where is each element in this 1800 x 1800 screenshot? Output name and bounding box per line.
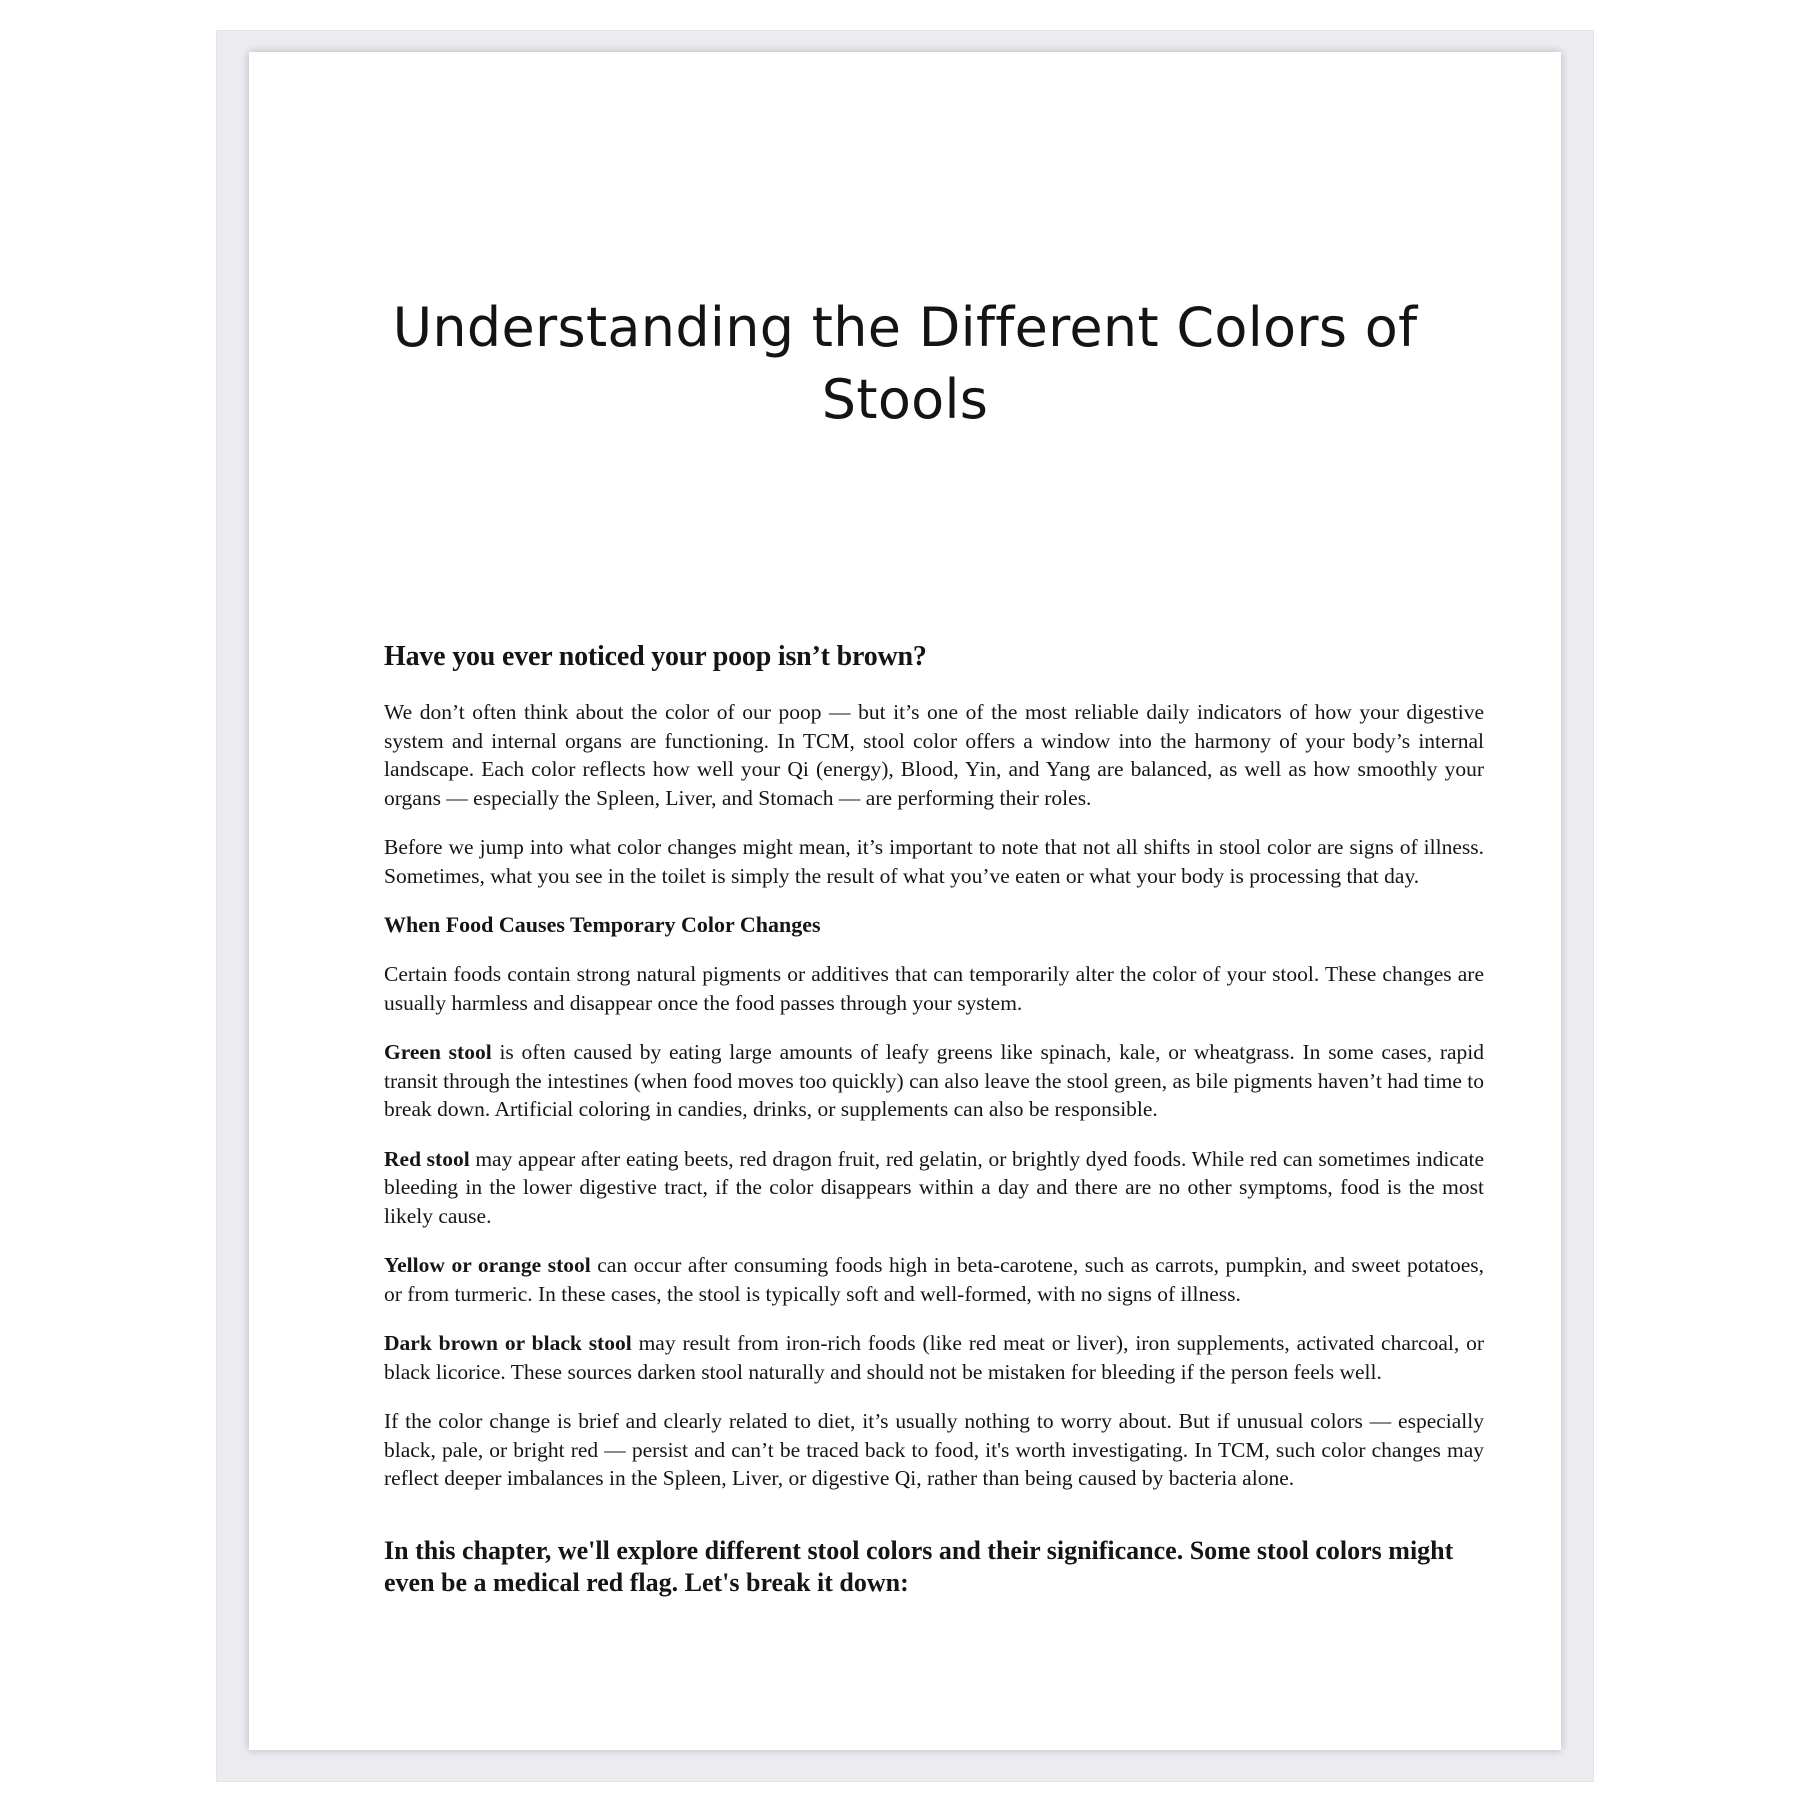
dark-black-stool-text: may result from iron-rich foods (like red meat or liver), iron supplements, activated charcoal, or black licorice. These sources darken stool naturally and should not be mistaken for bleeding if the person feels well.	[384, 1331, 1484, 1384]
red-stool-term: Red stool	[384, 1146, 470, 1171]
document-page	[249, 52, 1561, 1750]
red-stool-text: may appear after eating beets, red dragon fruit, red gelatin, or brightly dyed foods. While red can sometimes indicate bleeding in the lower digestive tract, if the color disappears within a day and there are no other symptoms, food is the most likely cause.	[384, 1146, 1484, 1228]
food-section-heading: When Food Causes Temporary Color Changes	[384, 912, 821, 937]
intro-paragraph: Before we jump into what color changes might mean, it’s important to note that not all shifts in stool color are signs of illness. Sometimes, what you see in the toilet is simply the result of what you’ve eaten or what your body is processing that day.	[384, 835, 1484, 888]
yellow-orange-stool-text: can occur after consuming foods high in beta-carotene, such as carrots, pumpkin, and sweet potatoes, or from turmeric. In these cases, the stool is typically soft and well-formed, with no signs of illness.	[384, 1253, 1484, 1306]
page-title: Understanding the Different Colors of Stools	[392, 296, 1418, 431]
chapter-closing-statement: In this chapter, we'll explore different stool colors and their significance. Some stool colors might even be a medical red flag. Let's break it down:	[384, 1535, 1454, 1597]
yellow-orange-stool-term: Yellow or orange stool	[384, 1253, 591, 1277]
page-body	[384, 640, 1484, 1620]
dark-black-stool-term: Dark brown or black stool	[384, 1331, 632, 1355]
food-section-intro: Certain foods contain strong natural pigments or additives that can temporarily alter the color of your stool. These changes are usually harmless and disappear once the food passes through your system.	[384, 962, 1484, 1015]
green-stool-term: Green stool	[384, 1040, 492, 1064]
green-stool-text: is often caused by eating large amounts of leafy greens like spinach, kale, or wheatgrass. In some cases, rapid transit through the intestines (when food moves too quickly) can also leave the stool green, as bile pigments haven’t had time to break down. Artificial coloring in candies, drinks, or supplements can also be responsible.	[384, 1040, 1484, 1121]
intro-paragraph: We don’t often think about the color of our poop — but it’s one of the most reliable daily indicators of how your digestive system and internal organs are functioning. In TCM, stool color offers a window into the harmony of your body’s internal landscape. Each color reflects how well your Qi (energy), Blood, Yin, and Yang are balanced, as well as how smoothly your organs — especially the Spleen, Liver, and Stomach — are performing their roles.	[384, 700, 1484, 810]
yellow-orange-stool-paragraph	[384, 1251, 1484, 1308]
red-stool-paragraph	[384, 1145, 1484, 1231]
dark-black-stool-paragraph	[384, 1329, 1484, 1386]
section-subheading: Have you ever noticed your poop isn’t brown?	[384, 641, 927, 672]
green-stool-paragraph	[384, 1038, 1484, 1124]
summary-paragraph: If the color change is brief and clearly related to diet, it’s usually nothing to worry about. But if unusual colors — especially black, pale, or bright red — persist and can’t be traced back to food, it's worth investigating. In TCM, such color changes may reflect deeper imbalances in the Spleen, Liver, or digestive Qi, rather than being caused by bacteria alone.	[384, 1409, 1484, 1490]
